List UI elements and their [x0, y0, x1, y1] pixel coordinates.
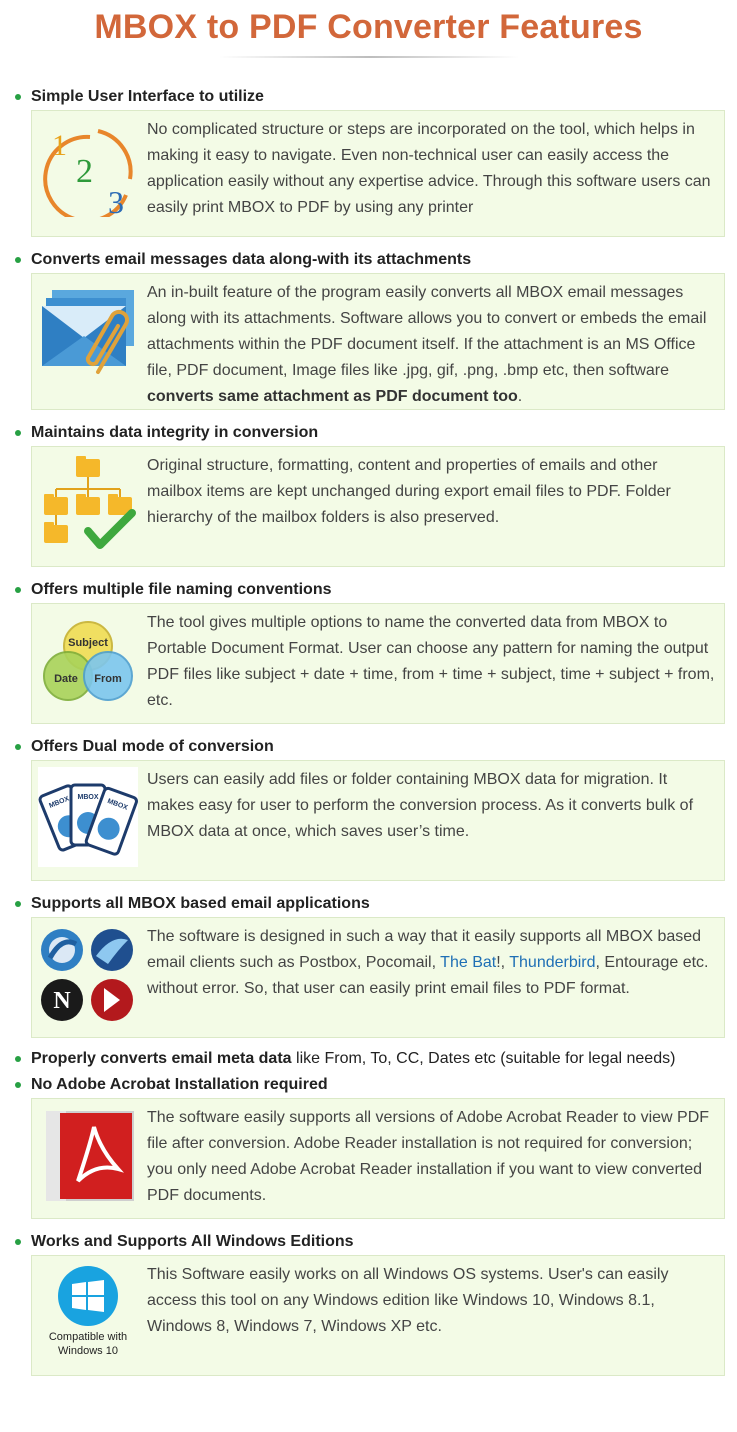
feature-data-integrity [0, 420, 737, 567]
bullet-icon [15, 94, 21, 100]
description-bold: converts same attachment as PDF document too [147, 388, 518, 405]
feature-heading [0, 420, 737, 446]
adobe-pdf-icon [38, 1105, 138, 1205]
feature-heading [0, 734, 737, 760]
feature-meta-data [0, 1046, 737, 1072]
feature-windows [0, 1229, 737, 1376]
feature-attachments [0, 247, 737, 410]
bullet-icon [15, 1239, 21, 1245]
feature-box [31, 110, 725, 237]
feature-no-adobe [0, 1072, 737, 1219]
description-part: . [517, 388, 523, 405]
feature-box [31, 273, 725, 410]
feature-email-clients [0, 891, 737, 1038]
bullet-icon [15, 1056, 21, 1062]
naming-date-label: Date [54, 673, 78, 685]
bullet-icon [15, 744, 21, 750]
description-part: , Entourage etc. without error. So, that user can easily print email files to PDF format. [147, 954, 709, 997]
description-part: An in-built feature of the program easily converts all MBOX email messages along with its attachments. Software allows you to convert or embeds the email attachments within the PDF document itself. If the attachment is an MS Office file, PDF document, Image files like .jpg, gif, .png, .bmp etc, then software [147, 284, 707, 379]
feature-box [31, 603, 725, 724]
feature-heading-text: No Adobe Acrobat Installation required [31, 1076, 328, 1093]
bullet-icon [15, 257, 21, 263]
feature-description [147, 924, 716, 1002]
feature-dual-mode [0, 734, 737, 881]
the-bat-link[interactable]: The Bat [440, 954, 497, 971]
feature-description: This Software easily works on all Windows OS systems. User's can easily access this tool on any Windows edition like Windows 10, Windows 8.1, Windows 8, Windows 7, Windows XP etc. [147, 1266, 669, 1335]
svg-text:N: N [53, 988, 71, 1014]
mbox-label: MBOX [106, 797, 129, 812]
feature-heading [0, 577, 737, 603]
feature-list [0, 84, 737, 1376]
feature-heading-detail: like From, To, CC, Dates etc (suitable for legal needs) [291, 1050, 676, 1067]
numbers-123-icon [38, 117, 138, 217]
naming-circles-icon [38, 610, 138, 710]
feature-heading-text: Offers Dual mode of conversion [31, 738, 274, 755]
feature-box [31, 917, 725, 1038]
svg-text:3: 3 [108, 184, 124, 217]
feature-description: No complicated structure or steps are incorporated on the tool, which helps in making it easy to navigate. Even non-technical user can easily access the application easily without any expertise advice. Through this software users can easily print MBOX to PDF by using any printer [147, 121, 711, 216]
feature-heading-text: Offers multiple file naming conventions [31, 581, 332, 598]
bullet-icon [15, 587, 21, 593]
feature-box [31, 446, 725, 567]
svg-text:2: 2 [76, 153, 93, 190]
feature-heading [0, 891, 737, 917]
feature-heading [0, 84, 737, 110]
page-title: MBOX to PDF Converter Features [94, 8, 643, 46]
feature-heading-text: Converts email messages data along-with its attachments [31, 251, 472, 268]
feature-description [147, 280, 716, 410]
feature-description: The tool gives multiple options to name the converted data from MBOX to Portable Document Format. User can choose any pattern for naming the output PDF files like subject + date + time, from + time + subject, time + subject + from, etc. [147, 614, 715, 709]
feature-heading [0, 1229, 737, 1255]
description-part: !, [496, 954, 510, 971]
svg-text:1: 1 [52, 129, 67, 162]
feature-heading-text: Supports all MBOX based email applications [31, 895, 370, 912]
bullet-icon [15, 901, 21, 907]
mbox-files-icon [38, 767, 138, 867]
bullet-icon [15, 430, 21, 436]
mbox-label: MBOX [77, 794, 99, 801]
mbox-label: MBOX [48, 795, 71, 810]
feature-naming-conventions [0, 577, 737, 724]
feature-description: Original structure, formatting, content and properties of emails and other mailbox items are kept unchanged during export email files to PDF. Folder hierarchy of the mailbox folders is also preserved. [147, 457, 671, 526]
feature-heading [0, 1072, 737, 1098]
title-divider [219, 56, 519, 58]
feature-box [31, 760, 725, 881]
feature-description: Users can easily add files or folder containing MBOX data for migration. It makes easy for user to perform the conversion process. As it converts bulk of MBOX data at once, which saves user’s time. [147, 771, 694, 840]
feature-heading-text: Works and Supports All Windows Editions [31, 1233, 354, 1250]
feature-box [31, 1255, 725, 1376]
thunderbird-link[interactable]: Thunderbird [509, 954, 596, 971]
feature-heading-text: Simple User Interface to utilize [31, 88, 264, 105]
folder-hierarchy-icon [38, 453, 138, 553]
bullet-icon [15, 1082, 21, 1088]
feature-box [31, 1098, 725, 1219]
feature-description: The software easily supports all versions of Adobe Acrobat Reader to view PDF file after conversion. Adobe Reader installation is not required for conversion; you only need Adobe Acrobat Reader installation if you want to view converted PDF documents. [147, 1109, 710, 1204]
description-part: The software is designed in such a way that it easily supports all MBOX based email clients such as Postbox, Pocomail, [147, 928, 702, 971]
feature-heading-text: Maintains data integrity in conversion [31, 424, 319, 441]
windows-compat-caption: Compatible with Windows 10 [48, 1331, 128, 1357]
naming-subject-label: Subject [68, 637, 108, 649]
feature-heading-text: Properly converts email meta data [31, 1050, 292, 1067]
email-clients-icon [38, 924, 138, 1024]
feature-simple-ui [0, 84, 737, 237]
naming-from-label: From [94, 673, 122, 685]
feature-heading [0, 247, 737, 273]
email-attachment-icon [38, 280, 138, 380]
